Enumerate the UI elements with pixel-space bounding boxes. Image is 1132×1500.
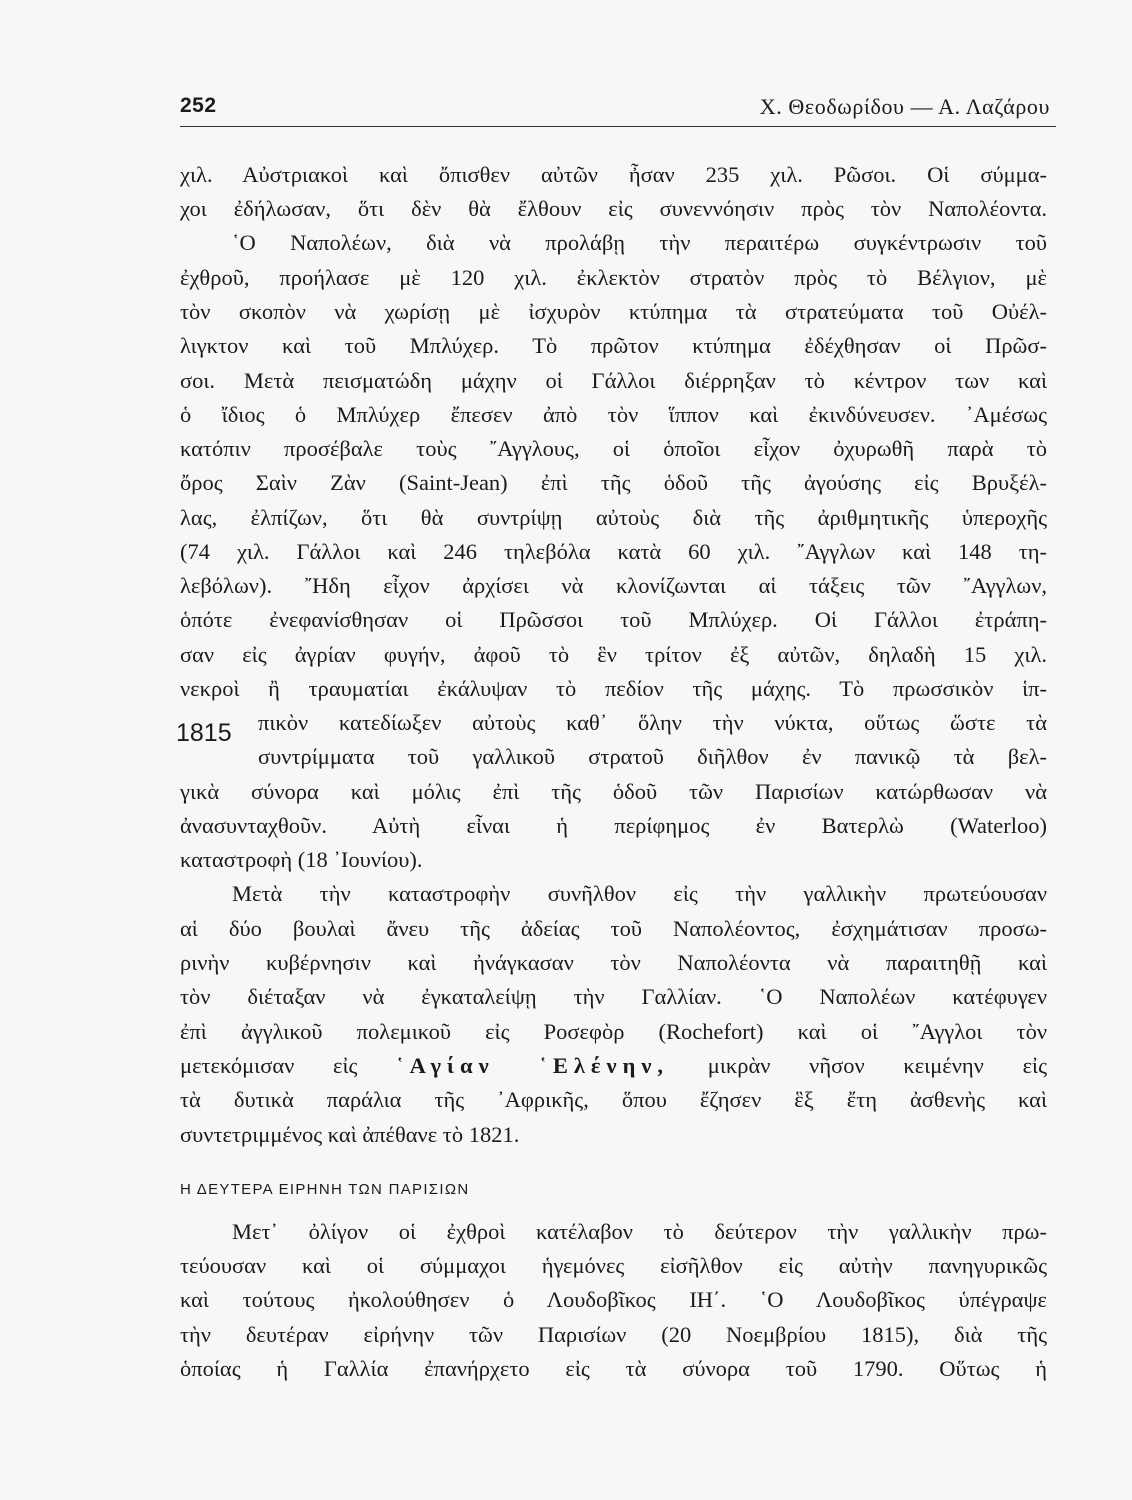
body-line: λας, ἐλπίζων, ὅτι θὰ συντρίψῃ αὐτοὺς διὰ τῆς ἀριθμητικῆς ὑπεροχῆς [180,505,1047,530]
body-line: καὶ τούτους ἠκολούθησεν ὁ Λουδοβῖκος ΙΗ΄. ῾Ο Λουδοβῖκος ὑπέγραψε [180,1287,1047,1312]
body-line: πικὸν κατεδίωξεν αὐτοὺς καθ᾿ ὅλην τὴν νύκτα, οὕτως ὥστε τὰ [258,710,1047,735]
body-line: αἱ δύο βουλαὶ ἄνευ τῆς ἀδείας τοῦ Ναπολέοντος, ἐσχημάτισαν προσω- [180,916,1047,941]
body-line: ὁποίας ἡ Γαλλία ἐπανήρχετο εἰς τὰ σύνορα τοῦ 1790. Οὕτως ἡ [180,1356,1047,1381]
body-line: (74 χιλ. Γάλλοι καὶ 246 τηλεβόλα κατὰ 60 χιλ. ῎Αγγλων καὶ 148 τη- [180,539,1047,564]
body-line: γικὰ σύνορα καὶ μόλις ἐπὶ τῆς ὁδοῦ τῶν Παρισίων κατώρθωσαν νὰ [180,779,1047,804]
body-line: ἀνασυνταχθοῦν. Αὐτὴ εἶναι ἡ περίφημος ἐν Βατερλὼ (Waterloo) [180,813,1047,838]
body-line: ρινὴν κυβέρνησιν καὶ ἠνάγκασαν τὸν Ναπολέοντα νὰ παραιτηθῇ καὶ [180,950,1047,975]
body-line: σοι. Μετὰ πεισματώδη μάχην οἱ Γάλλοι διέρρηξαν τὸ κέντρον των καὶ [180,368,1047,393]
running-head: Χ. Θεοδωρίδου — Α. Λαζάρου [759,94,1050,119]
body-line-end: μικρὰν νῆσον κειμένην εἰς [669,1053,1048,1078]
body-line: ἐπὶ ἀγγλικοῦ πολεμικοῦ εἰς Ροσεφὸρ (Rochefort) καὶ οἱ ῎Αγγλοι τὸν [180,1019,1047,1044]
body-line: χοι ἐδήλωσαν, ὅτι δὲν θὰ ἔλθουν εἰς συνεννόησιν πρὸς τὸν Ναπολέοντα. [180,196,1047,221]
body-line: λεβόλων). ῎Ηδη εἶχον ἀρχίσει νὰ κλονίζωνται αἱ τάξεις τῶν ῎Αγγλων, [180,573,1047,598]
page-number: 252 [180,94,217,117]
body-line: χιλ. Αὐστριακοὶ καὶ ὄπισθεν αὐτῶν ἦσαν 235 χιλ. Ρῶσοι. Οἱ σύμμα- [180,162,1047,187]
body-line: λιγκτον καὶ τοῦ Μπλύχερ. Τὸ πρῶτον κτύπημα ἐδέχθησαν οἱ Πρῶσ- [180,333,1047,358]
body-line: ὁ ἴδιος ὁ Μπλύχερ ἔπεσεν ἀπὸ τὸν ἵππον καὶ ἐκινδύνευσεν. ᾿Αμέσως [180,402,1047,427]
body-line: κατόπιν προσέβαλε τοὺς ῎Αγγλους, οἱ ὁποῖοι εἶχον ὀχυρωθῆ παρὰ τὸ [180,436,1047,461]
body-line: τὰ δυτικὰ παράλια τῆς ᾿Αφρικῆς, ὅπου ἔζησεν ἓξ ἔτη ἀσθενὴς καὶ [180,1087,1047,1112]
body-line: τὸν διέταξαν νὰ ἐγκαταλείψῃ τὴν Γαλλίαν. ῾Ο Ναπολέων κατέφυγεν [180,984,1047,1009]
header-rule [180,126,1056,127]
body-line: τὴν δευτέραν εἰρήνην τῶν Παρισίων (20 Νοεμβρίου 1815), διὰ τῆς [180,1322,1047,1347]
body-line: συντρίμματα τοῦ γαλλικοῦ στρατοῦ διῆλθον ἐν πανικῷ τὰ βελ- [258,744,1047,769]
body-line: νεκροὶ ἢ τραυματίαι ἐκάλυψαν τὸ πεδίον τῆς μάχης. Τὸ πρωσσικὸν ἱπ- [180,676,1047,701]
body-line: ὄρος Σαὶν Ζὰν (Saint-Jean) ἐπὶ τῆς ὁδοῦ τῆς ἀγούσης εἰς Βρυξέλ- [180,470,1047,495]
body-line: ῾Ο Ναπολέων, διὰ νὰ προλάβῃ τὴν περαιτέρω συγκέντρωσιν τοῦ [232,230,1047,255]
body-line [180,1049,1047,1083]
section-heading: Η ΔΕΥΤΕΡΑ ΕΙΡΗΝΗ ΤΩΝ ΠΑΡΙΣΙΩΝ [180,1181,470,1198]
body-line: τὸν σκοπὸν νὰ χωρίσῃ μὲ ἰσχυρὸν κτύπημα τὰ στρατεύματα τοῦ Οὐέλ- [180,299,1047,324]
body-line: ἐχθροῦ, προήλασε μὲ 120 χιλ. ἐκλεκτὸν στρατὸν πρὸς τὸ Βέλγιον, μὲ [180,265,1047,290]
body-line: Μετὰ τὴν καταστροφὴν συνῆλθον εἰς τὴν γαλλικὴν πρωτεύουσαν [232,881,1047,906]
margin-year: 1815 [176,719,232,747]
emphasized-place-name: ῾Αγίαν ῾Ελένην, [396,1053,670,1078]
body-line: ὁπότε ἐνεφανίσθησαν οἱ Πρῶσσοι τοῦ Μπλύχερ. Οἱ Γάλλοι ἐτράπη- [180,607,1047,632]
body-line: συντετριμμένος καὶ ἀπέθανε τὸ 1821. [180,1122,520,1147]
body-line-start: μετεκόμισαν εἰς [180,1053,397,1078]
body-line: τεύουσαν καὶ οἱ σύμμαχοι ἡγεμόνες εἰσῆλθον εἰς αὐτὴν πανηγυρικῶς [180,1253,1047,1278]
body-line: Μετ᾿ ὀλίγον οἱ ἐχθροὶ κατέλαβον τὸ δεύτερον τὴν γαλλικὴν πρω- [232,1219,1047,1244]
body-line: σαν εἰς ἀγρίαν φυγήν, ἀφοῦ τὸ ἓν τρίτον ἐξ αὐτῶν, δηλαδὴ 15 χιλ. [180,642,1047,667]
body-line: καταστροφὴ (18 ᾿Ιουνίου). [180,847,423,872]
